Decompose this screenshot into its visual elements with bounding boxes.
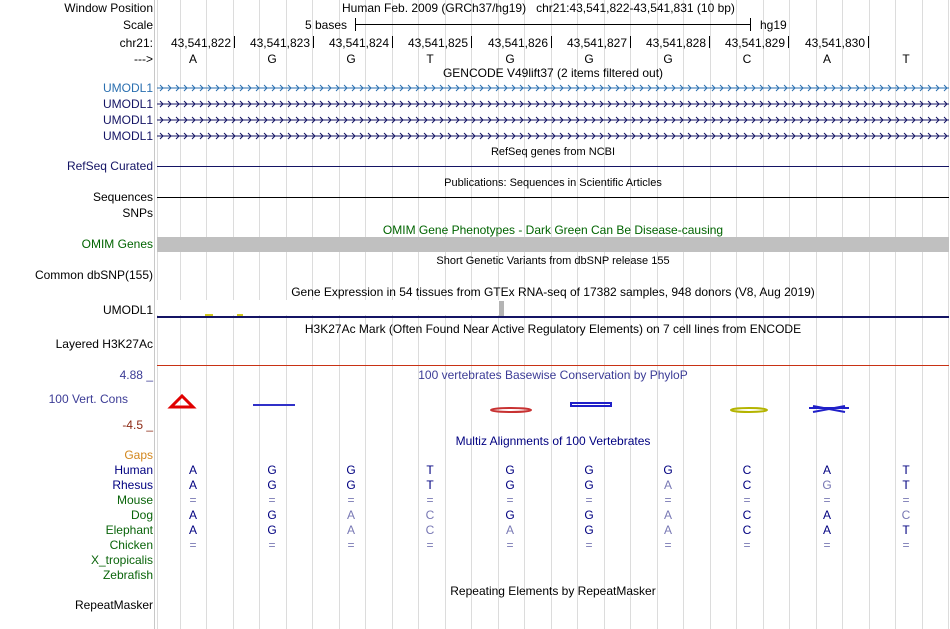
coordinate-tick-label: 43,541,830 xyxy=(804,36,865,50)
strand-label: ---> xyxy=(134,52,153,66)
h3k27ac-track-line[interactable] xyxy=(157,365,949,366)
phylop-label[interactable]: 100 Vert. Cons xyxy=(48,392,128,406)
gtex-track-area[interactable] xyxy=(157,300,949,317)
alignment-base: A xyxy=(822,508,831,522)
reference-base: C xyxy=(742,52,752,66)
coordinate-tick xyxy=(471,36,472,48)
species-label[interactable]: Zebrafish xyxy=(102,568,153,582)
coordinate-tick xyxy=(234,36,235,48)
alignment-base: A xyxy=(663,478,672,492)
coordinate-tick-label: 43,541,827 xyxy=(566,36,627,50)
repeatmasker-label[interactable]: RepeatMasker xyxy=(74,598,153,612)
reference-base: G xyxy=(663,52,673,66)
gencode-transcript-line[interactable] xyxy=(157,130,949,142)
alignment-base: T xyxy=(902,463,910,477)
snps-label[interactable]: SNPs xyxy=(122,206,153,220)
reference-base: G xyxy=(584,52,594,66)
omim-label[interactable]: OMIM Genes xyxy=(81,237,153,251)
scale-bar-left-end xyxy=(355,18,356,31)
alignment-base: = xyxy=(823,538,831,552)
coordinate-tick xyxy=(630,36,631,48)
alignment-base: A xyxy=(346,523,355,537)
phylop-track-title: 100 vertebrates Basewise Conservation by PhyloP xyxy=(418,368,688,382)
phylop-letter-g3 xyxy=(571,403,611,406)
alignment-base: = xyxy=(347,493,355,507)
alignment-base: A xyxy=(188,478,197,492)
alignment-base: A xyxy=(822,523,831,537)
alignment-base: C xyxy=(742,523,752,537)
phylop-letter-a xyxy=(171,396,193,407)
alignment-base: G xyxy=(267,478,277,492)
omim-track-bar[interactable] xyxy=(157,237,949,252)
phylop-logo-graph[interactable] xyxy=(157,394,949,418)
phylop-min-label: -4.5 _ xyxy=(122,418,153,432)
gencode-transcript-label[interactable]: UMODL1 xyxy=(102,81,153,95)
species-label[interactable]: Human xyxy=(114,463,153,477)
sequences-track-title: Publications: Sequences in Scientific Articles xyxy=(444,177,662,189)
alignment-base: A xyxy=(822,463,831,477)
alignment-base: A xyxy=(663,523,672,537)
alignment-base: = xyxy=(823,493,831,507)
alignment-base: G xyxy=(584,478,594,492)
species-label[interactable]: Rhesus xyxy=(112,478,153,492)
alignment-base: = xyxy=(426,493,434,507)
phylop-letter-c xyxy=(731,408,767,412)
window-position-value: Human Feb. 2009 (GRCh37/hg19) chr21:43,541,822-43,541,831 (10 bp) xyxy=(342,1,735,15)
reference-base: T xyxy=(902,52,910,66)
alignment-base: A xyxy=(188,523,197,537)
species-label[interactable]: Mouse xyxy=(116,493,153,507)
chrom-label: chr21: xyxy=(119,36,153,50)
repeatmasker-track-title: Repeating Elements by RepeatMasker xyxy=(450,584,656,598)
refseq-label[interactable]: RefSeq Curated xyxy=(66,159,153,173)
coordinate-tick-label: 43,541,822 xyxy=(170,36,231,50)
coordinate-tick xyxy=(868,36,869,48)
alignment-base: C xyxy=(901,508,911,522)
coordinate-tick-label: 43,541,829 xyxy=(724,36,785,50)
alignment-base: = xyxy=(585,493,593,507)
scale-bar-right-end xyxy=(750,18,751,31)
alignment-base: A xyxy=(188,463,197,477)
reference-base: G xyxy=(267,52,277,66)
alignment-base: C xyxy=(742,478,752,492)
coordinate-tick xyxy=(788,36,789,48)
alignment-base: G xyxy=(346,478,356,492)
gencode-transcript-label[interactable]: UMODL1 xyxy=(102,113,153,127)
alignment-base: G xyxy=(584,463,594,477)
alignment-base: G xyxy=(346,463,356,477)
gencode-track-title: GENCODE V49lift37 (2 items filtered out) xyxy=(442,66,664,80)
dbsnp-track-title: Short Genetic Variants from dbSNP release 155 xyxy=(436,255,670,267)
species-label[interactable]: Dog xyxy=(130,508,153,522)
alignment-base: = xyxy=(664,538,672,552)
alignment-base: C xyxy=(425,508,435,522)
coordinate-tick xyxy=(392,36,393,48)
reference-base: G xyxy=(505,52,515,66)
alignment-base: C xyxy=(742,508,752,522)
phylop-letter-a2 xyxy=(809,406,849,412)
gencode-transcript-line[interactable] xyxy=(157,114,949,126)
assembly-label: hg19 xyxy=(760,18,787,32)
gencode-transcript-label[interactable]: UMODL1 xyxy=(102,97,153,111)
alignment-base: G xyxy=(822,478,832,492)
coordinate-tick-label: 43,541,825 xyxy=(407,36,468,50)
alignment-base: G xyxy=(584,523,594,537)
alignment-base: = xyxy=(585,538,593,552)
reference-base: A xyxy=(822,52,831,66)
alignment-base: T xyxy=(902,478,910,492)
alignment-base: = xyxy=(189,538,197,552)
reference-base: T xyxy=(426,52,434,66)
scale-label: Scale xyxy=(122,18,153,32)
reference-base: G xyxy=(346,52,356,66)
species-label[interactable]: Chicken xyxy=(109,538,153,552)
alignment-base: = xyxy=(426,538,434,552)
coordinate-tick xyxy=(551,36,552,48)
label-column-divider xyxy=(154,0,155,629)
window-position-label: Window Position xyxy=(64,1,153,15)
alignment-base: G xyxy=(267,523,277,537)
refseq-track-line[interactable] xyxy=(157,166,949,167)
species-label[interactable]: Elephant xyxy=(105,523,153,537)
alignment-base: = xyxy=(189,493,197,507)
scale-bar xyxy=(355,24,751,25)
alignment-base: A xyxy=(663,508,672,522)
alignment-base: = xyxy=(268,538,276,552)
alignment-base: = xyxy=(902,538,910,552)
refseq-track-title: RefSeq genes from NCBI xyxy=(490,146,616,158)
alignment-base: = xyxy=(268,493,276,507)
coordinate-tick-label: 43,541,823 xyxy=(249,36,310,50)
coordinate-tick xyxy=(313,36,314,48)
alignment-base: G xyxy=(584,508,594,522)
gencode-transcript-line[interactable] xyxy=(157,82,949,94)
alignment-base: G xyxy=(267,463,277,477)
multiz-track-title: Multiz Alignments of 100 Vertebrates xyxy=(455,434,651,448)
coordinate-tick-label: 43,541,826 xyxy=(487,36,548,50)
phylop-max-label: 4.88 _ xyxy=(119,368,153,382)
alignment-base: C xyxy=(742,463,752,477)
alignment-base: A xyxy=(505,523,514,537)
alignment-base: C xyxy=(425,523,435,537)
alignment-base: G xyxy=(505,508,515,522)
phylop-letter-g xyxy=(253,404,295,406)
alignment-base: G xyxy=(505,463,515,477)
h3k27ac-track-title: H3K27Ac Mark (Often Found Near Active Regulatory Elements) on 7 cell lines from ENCODE xyxy=(304,322,802,336)
h3k27ac-label[interactable]: Layered H3K27Ac xyxy=(55,337,153,351)
gencode-transcript-label[interactable]: UMODL1 xyxy=(102,129,153,143)
sequences-track-line[interactable] xyxy=(157,197,949,198)
alignment-base: G xyxy=(663,463,673,477)
alignment-base: T xyxy=(902,523,910,537)
alignment-base: = xyxy=(743,493,751,507)
alignment-base: G xyxy=(505,478,515,492)
alignment-base: T xyxy=(426,463,434,477)
species-label[interactable]: X_tropicalis xyxy=(90,553,153,567)
sequences-label[interactable]: Sequences xyxy=(92,190,153,204)
alignment-base: G xyxy=(267,508,277,522)
reference-base: A xyxy=(188,52,197,66)
gtex-track-title: Gene Expression in 54 tissues from GTEx RNA-seq of 17382 samples, 948 donors (V8, Aug 2019) xyxy=(291,285,815,299)
multiz-gaps-label[interactable]: Gaps xyxy=(124,448,153,462)
alignment-base: = xyxy=(902,493,910,507)
coordinate-tick-label: 43,541,824 xyxy=(328,36,389,50)
gtex-label[interactable]: UMODL1 xyxy=(102,303,153,317)
coordinate-tick xyxy=(709,36,710,48)
omim-track-title: OMIM Gene Phenotypes - Dark Green Can Be Disease-causing xyxy=(382,223,724,237)
alignment-base: A xyxy=(188,508,197,522)
alignment-base: = xyxy=(506,538,514,552)
phylop-letter-g2 xyxy=(491,408,531,412)
coordinate-tick-label: 43,541,828 xyxy=(645,36,706,50)
gencode-transcript-line[interactable] xyxy=(157,98,949,110)
alignment-base: = xyxy=(664,493,672,507)
alignment-base: = xyxy=(347,538,355,552)
alignment-base: A xyxy=(346,508,355,522)
scale-value: 5 bases xyxy=(305,18,348,32)
alignment-base: = xyxy=(506,493,514,507)
dbsnp-label[interactable]: Common dbSNP(155) xyxy=(34,268,153,282)
alignment-base: T xyxy=(426,478,434,492)
alignment-base: = xyxy=(743,538,751,552)
